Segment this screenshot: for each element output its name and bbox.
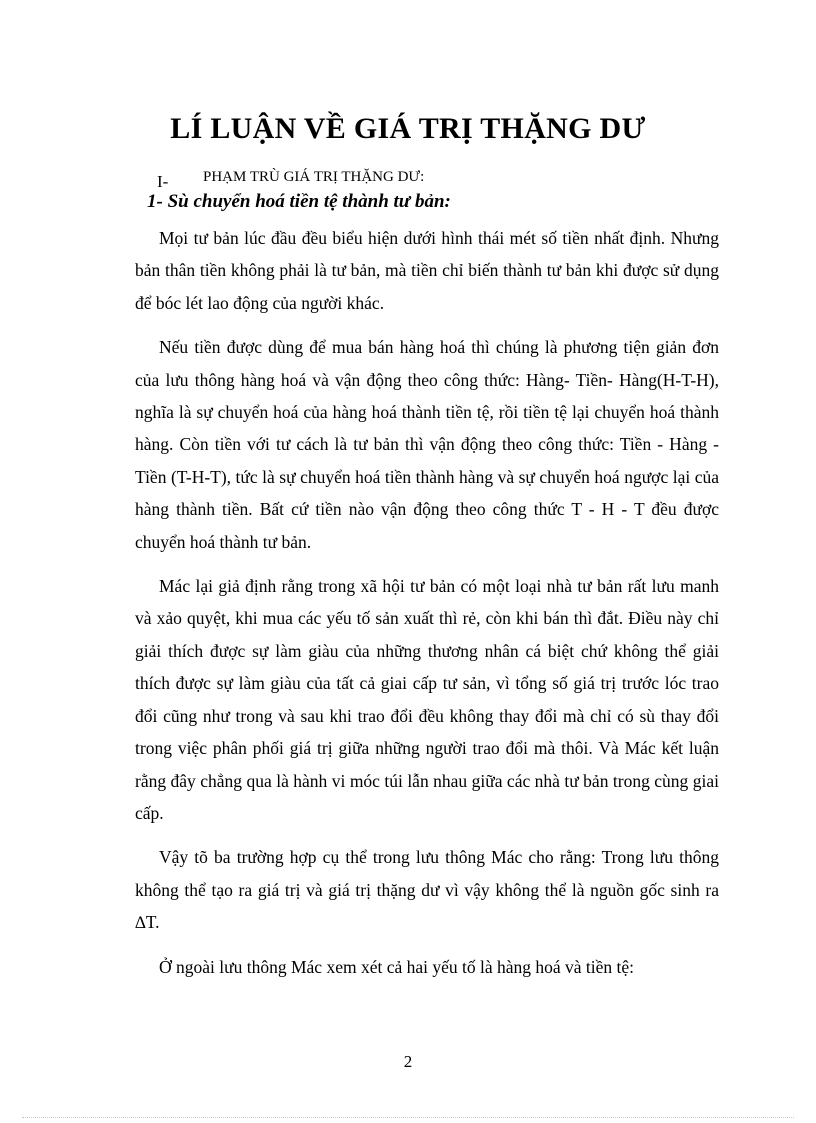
body-text xyxy=(135,222,719,995)
paragraph-4: Vậy tõ ba trường hợp cụ thể trong lưu thông Mác cho rằng: Trong lưu thông không thể tạo ra giá trị và giá trị thặng dư vì vậy không thể là nguồn gốc sinh ra ∆T. xyxy=(135,847,719,933)
subsection-heading: 1- Sù chuyển hoá tiền tệ thành tư bản: xyxy=(147,191,451,212)
page-bottom-divider xyxy=(22,1117,794,1118)
page-number: 2 xyxy=(403,1052,413,1071)
section-heading xyxy=(157,166,425,191)
paragraph-1: Mọi tư bản lúc đầu đều biểu hiện dưới hình thái mét số tiền nhất định. Nhưng bản thân tiền không phải là tư bản, mà tiền chỉ biến thành tư bản khi được sử dụng để bóc lét lao động của người khác. xyxy=(135,228,719,313)
document-title: LÍ LUẬN VỀ GIÁ TRỊ THẶNG DƯ xyxy=(170,112,646,145)
section-number: I- xyxy=(157,172,169,191)
paragraph-3: Mác lại giả định rằng trong xã hội tư bản có một loại nhà tư bản rất lưu manh và xảo quyệt, khi mua các yếu tố sản xuất thì rẻ, còn khi bán thì đắt. Điều này chỉ giải thích được sự làm giàu của những thương nhân cá biệt chứ không thể giải thích được sự làm giàu của tất cả giai cấp tư sản, vì tổng số giá trị trước lóc trao đổi cũng như trong và sau khi trao đổi đều không thay đổi mà chỉ có sù thay đổi trong việc phân phối giá trị giữa những người trao đổi mà thôi. Và Mác kết luận rằng đây chẳng qua là hành vi móc túi lẫn nhau giữa các nhà tư bản trong cùng giai cấp. xyxy=(135,576,719,823)
paragraph-5: Ở ngoài lưu thông Mác xem xét cả hai yếu tố là hàng hoá và tiền tệ: xyxy=(159,956,635,977)
section-heading-text: PHẠM TRÙ GIÁ TRỊ THẶNG DƯ: xyxy=(203,169,425,185)
paragraph-2: Nếu tiền được dùng để mua bán hàng hoá thì chúng là phương tiện giản đơn của lưu thông hàng hoá và vận động theo công thức: Hàng- Tiền- Hàng(H-T-H), nghĩa là sự chuyển hoá của hàng hoá thành tiền tệ, rồi tiền tệ lại chuyển hoá thành hàng. Còn tiền với tư cách là tư bản thì vận động theo công thức: Tiền - Hàng - Tiền (T-H-T), tức là sự chuyển hoá tiền thành hàng và sự chuyển hoá ngược lại của hàng thành tiền. Bất cứ tiền nào vận động theo công thức T - H - T đều được chuyển hoá thành tư bản. xyxy=(135,337,719,552)
